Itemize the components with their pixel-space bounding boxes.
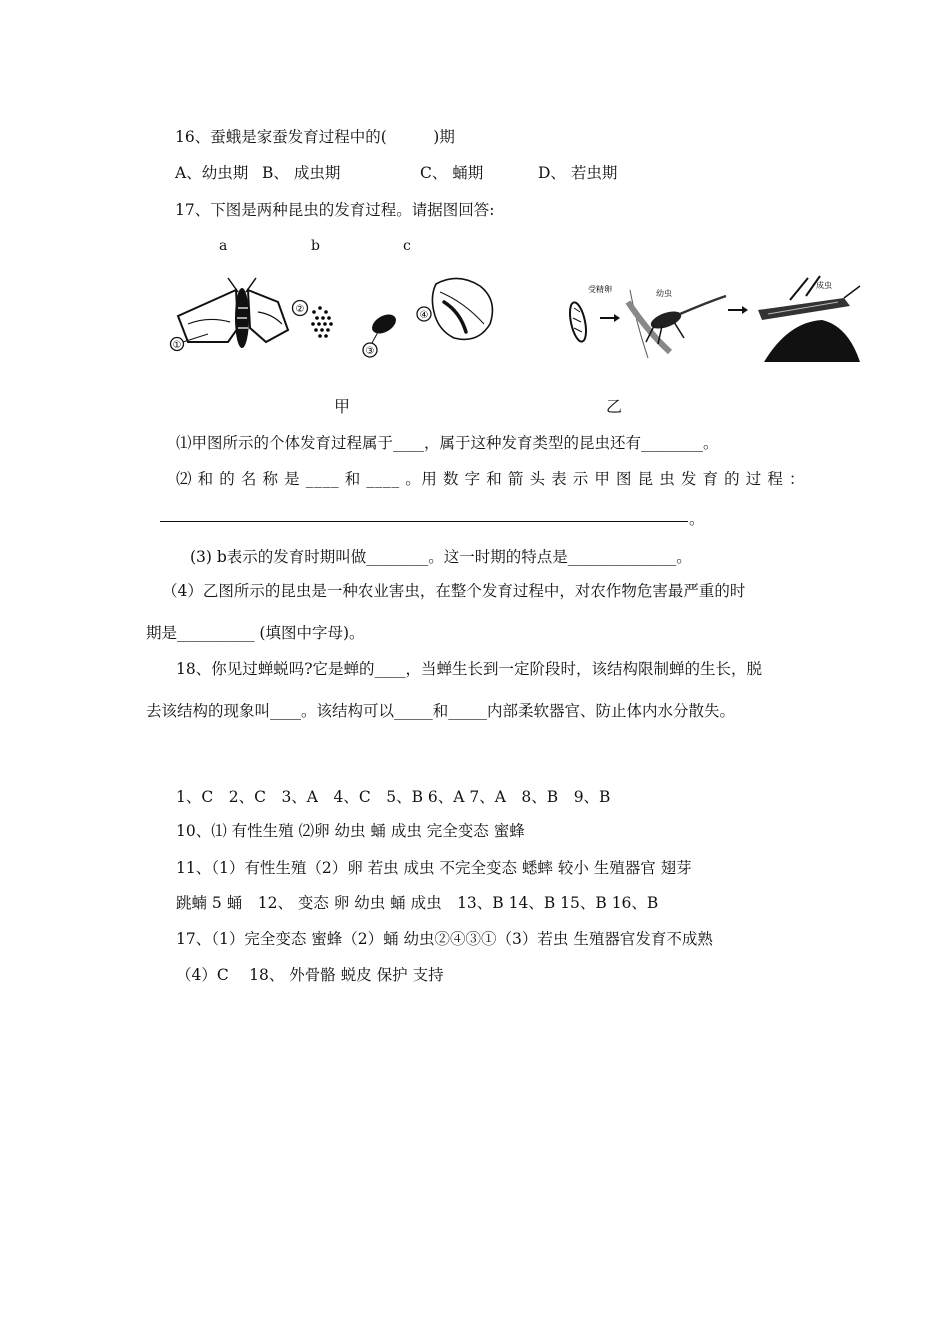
answer-line-3: 11、（1）有性生殖（2）卵 若虫 成虫 不完全变态 蟋蟀 较小 生殖器官 翅芽	[176, 859, 692, 877]
fig-marker-2: ②	[295, 304, 305, 315]
caption-jia: 甲	[334, 397, 351, 416]
adult-locust-icon	[758, 276, 860, 362]
figure-yi-incomplete-metamorphosis	[558, 272, 862, 364]
figure-jia-complete-metamorphosis	[168, 272, 508, 364]
fig-yi-label-adult: 成虫	[816, 281, 832, 290]
fig-marker-4: ④	[419, 310, 429, 321]
answer-line-6: （4）C 18、 外骨骼 蜕皮 保护 支持	[176, 966, 444, 984]
q17-part-4-line-1: （4）乙图所示的昆虫是一种农业害虫，在整个发育过程中，对农作物危害最严重的时	[162, 582, 746, 600]
q17-part-3: (3) b表示的发育时期叫做________。这一时期的特点是______________。	[190, 548, 692, 566]
q16-option-a: A、幼虫期	[175, 164, 249, 182]
larva-on-leaf-icon	[417, 278, 492, 339]
fig-marker-1: ①	[172, 340, 182, 351]
fig-letter-b: b	[311, 238, 320, 254]
caption-yi: 乙	[606, 397, 623, 416]
q18-line-2: 去该结构的现象叫____。该结构可以_____和_____内部柔软器官、防止体内水分散失。	[146, 702, 736, 720]
fig-yi-label-nymph: 幼虫	[656, 289, 672, 298]
q18-line-1: 18、你见过蝉蜕吗?它是蝉的____，当蝉生长到一定阶段时，该结构限制蝉的生长，脱	[176, 660, 763, 678]
q17-stem: 17、下图是两种昆虫的发育过程。请据图回答:	[175, 201, 495, 219]
q17-part-2: ⑵ 和 的 名 称 是 ____ 和 ____ 。用 数 字 和 箭 头 表 示 甲 图 昆 虫 发 育 的 过 程 ：	[176, 470, 806, 488]
answer-line-2: 10、⑴ 有性生殖 ⑵卵 幼虫 蛹 成虫 完全变态 蜜蜂	[176, 822, 525, 840]
fig-letter-c: c	[403, 238, 411, 254]
pupa-icon	[363, 311, 399, 357]
q17-part-1: ⑴甲图所示的个体发育过程属于____，属于这种发育类型的昆虫还有________。	[176, 434, 719, 452]
nymph-icon	[628, 288, 726, 358]
q16-option-c: C、 蛹期	[420, 164, 484, 182]
q17-part-2-end: 。	[689, 510, 705, 528]
fertilized-egg-icon	[567, 284, 612, 343]
answer-line-4: 跳蝻 5 蛹 12、 变态 卵 幼虫 蛹 成虫 13、B 14、B 15、B 16、B	[176, 894, 659, 912]
q16-option-d: D、 若虫期	[538, 164, 618, 182]
fig-marker-3: ③	[365, 346, 375, 357]
eggs-icon	[293, 301, 333, 338]
fig-letter-a: a	[219, 238, 228, 254]
q16-stem: 16、蚕蛾是家蚕发育过程中的( )期	[175, 128, 455, 146]
q17-part-4-line-2: 期是__________ (填图中字母)。	[146, 624, 365, 642]
q16-option-b: B、 成虫期	[262, 164, 341, 182]
answer-line-5: 17、（1）完全变态 蜜蜂（2）蛹 幼虫②④③①（3）若虫 生殖器官发育不成熟	[176, 930, 713, 948]
answer-line-1: 1、C 2、C 3、A 4、C 5、B 6、A 7、A 8、B 9、B	[176, 788, 611, 806]
q17-part-2-answer-line	[160, 521, 688, 522]
fig-yi-label-egg: 受精卵	[588, 285, 612, 294]
moth-adult-icon	[178, 278, 288, 348]
